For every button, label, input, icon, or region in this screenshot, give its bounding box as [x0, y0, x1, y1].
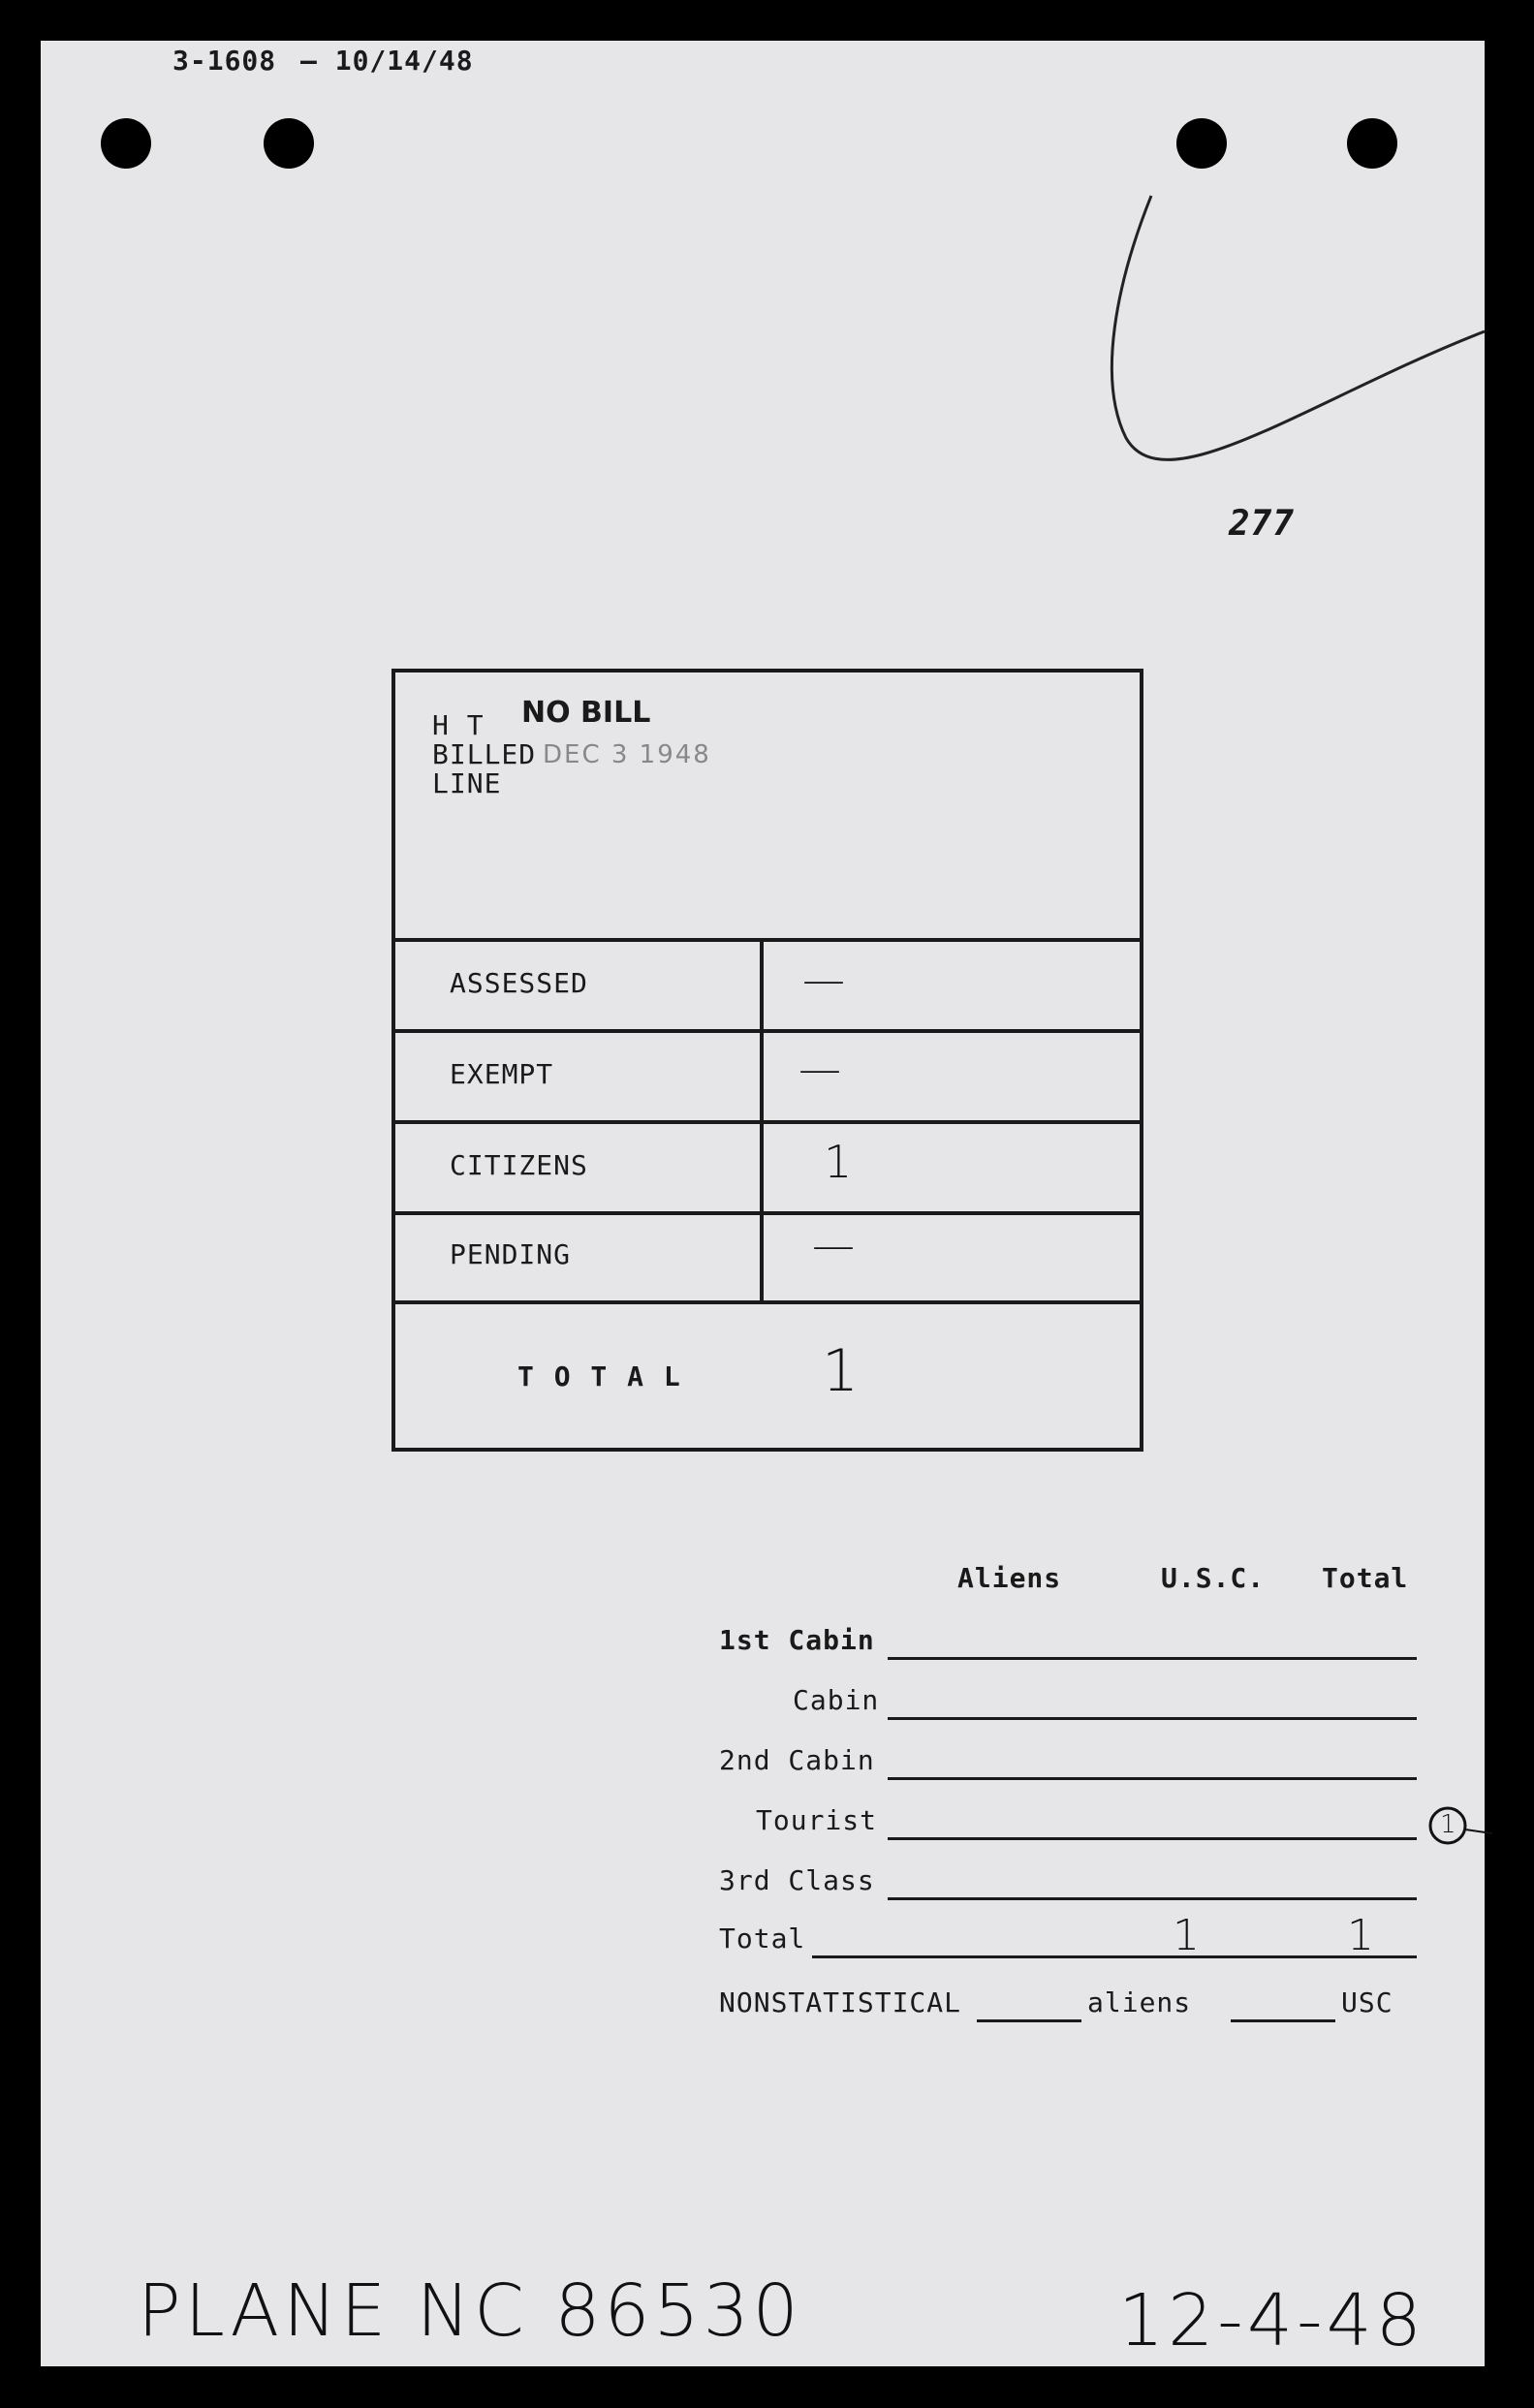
- date-handwritten: 12-4-48: [1118, 2279, 1425, 2362]
- date-stamp: DEC 3 1948: [543, 740, 711, 769]
- ht-label: H T: [432, 709, 485, 741]
- tally-value-pending: —: [812, 1221, 855, 1270]
- tally-value-exempt: —: [798, 1045, 841, 1094]
- row-label-3rd-class: 3rd Class: [719, 1864, 875, 1896]
- form-date: — 10/14/48: [300, 45, 474, 77]
- fill-line: [888, 1657, 1417, 1660]
- col-header-total: Total: [1322, 1562, 1409, 1594]
- fill-line: [888, 1897, 1417, 1900]
- divider: [760, 938, 764, 1302]
- total-total-value: 1: [1347, 1911, 1374, 1960]
- nonstat-label: NONSTATISTICAL: [719, 1986, 962, 2018]
- row-label-tourist: Tourist: [756, 1804, 878, 1836]
- fill-line: [812, 1955, 1417, 1958]
- form-number: 3-1608: [172, 45, 277, 77]
- row-label-2nd-cabin: 2nd Cabin: [719, 1744, 875, 1776]
- divider: [395, 1029, 1140, 1033]
- pencil-stroke-mark: [1058, 157, 1485, 506]
- divider: [395, 938, 1140, 942]
- col-header-usc: U.S.C.: [1161, 1562, 1266, 1594]
- tally-label-exempt: EXEMPT: [450, 1058, 554, 1090]
- nonstat-usc-label: USC: [1341, 1986, 1393, 2018]
- punch-hole: [101, 118, 151, 169]
- tally-box: [391, 669, 1143, 1452]
- fill-line: [888, 1717, 1417, 1720]
- plane-handwritten: PLANE NC 86530: [138, 2269, 802, 2353]
- row-label-total: Total: [719, 1923, 806, 1955]
- no-bill-stamp: NO BILL: [521, 696, 651, 730]
- tally-value-citizens: 1: [824, 1136, 853, 1188]
- total-usc-value: 1: [1173, 1911, 1200, 1960]
- tally-total-value: 1: [822, 1337, 860, 1405]
- tally-label-assessed: ASSESSED: [450, 967, 588, 999]
- punch-hole: [264, 118, 314, 169]
- divider: [395, 1120, 1140, 1124]
- divider: [395, 1300, 1140, 1304]
- tally-total-label: T O T A L: [517, 1360, 682, 1392]
- margin-note-circle: [1426, 1804, 1494, 1849]
- tourist-margin-note: 1: [1440, 1810, 1456, 1839]
- row-label-cabin: Cabin: [793, 1684, 880, 1716]
- tally-label-pending: PENDING: [450, 1238, 572, 1270]
- tally-value-assessed: —: [802, 955, 845, 1005]
- divider: [395, 1211, 1140, 1215]
- fill-line: [888, 1777, 1417, 1780]
- col-header-aliens: Aliens: [957, 1562, 1062, 1594]
- row-label-1st-cabin: 1st Cabin: [719, 1624, 875, 1656]
- fill-line: [1231, 2019, 1335, 2022]
- page-number: 277: [1229, 504, 1296, 544]
- fill-line: [888, 1837, 1417, 1840]
- nonstat-aliens-label: aliens: [1087, 1986, 1192, 2018]
- billed-label: BILLED: [432, 738, 537, 770]
- line-label: LINE: [432, 767, 502, 799]
- document-sheet: [41, 41, 1485, 2366]
- fill-line: [977, 2019, 1081, 2022]
- tally-label-citizens: CITIZENS: [450, 1149, 588, 1181]
